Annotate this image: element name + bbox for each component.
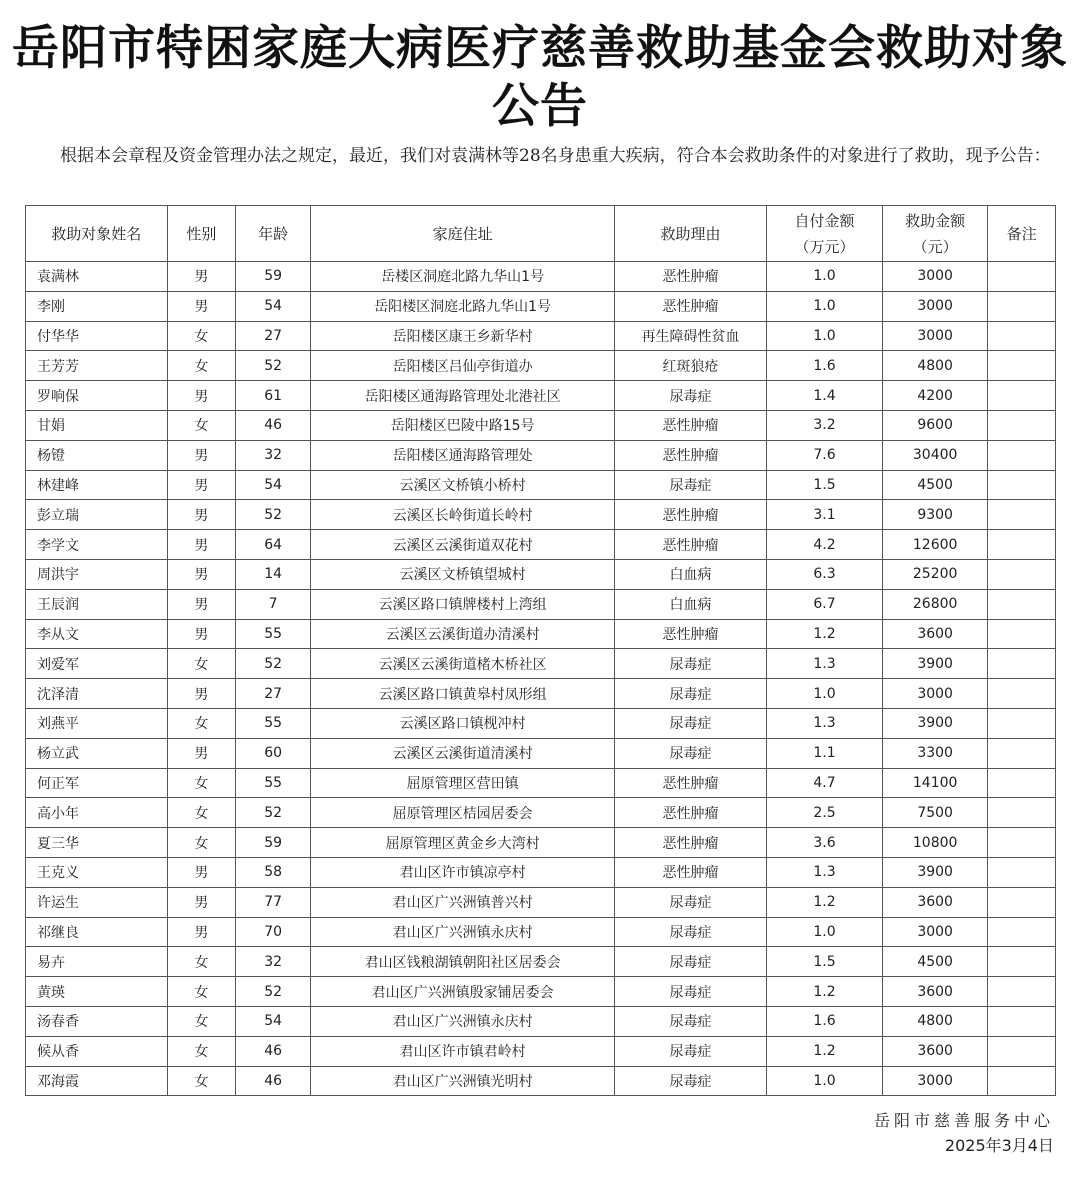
table-row (26, 768, 1056, 798)
cell-note (988, 649, 1056, 679)
intro-paragraph: 根据本会章程及资金管理办法之规定，最近，我们对袁满林等28名身患重大疾病，符合本会救助条件的对象进行了救助，现予公告： (60, 146, 1051, 166)
cell-aid: 3000 (883, 321, 988, 351)
cell-reason: 尿毒症 (615, 1036, 767, 1066)
cell-note (988, 589, 1056, 619)
cell-selfpay: 7.6 (766, 440, 882, 470)
cell-aid: 26800 (883, 589, 988, 619)
notice-title-line2: 公告 (492, 79, 588, 134)
cell-note (988, 381, 1056, 411)
header-name: 救助对象姓名 (26, 206, 168, 262)
cell-age: 59 (236, 262, 311, 292)
cell-name: 祁继良 (26, 917, 168, 947)
cell-address: 云溪区云溪街道清溪村 (311, 738, 615, 768)
cell-address: 云溪区路口镇枧冲村 (311, 708, 615, 738)
cell-name: 许运生 (26, 887, 168, 917)
cell-reason: 尿毒症 (615, 679, 767, 709)
table-row (26, 291, 1056, 321)
table-row (26, 947, 1056, 977)
cell-name: 杨镫 (26, 440, 168, 470)
cell-reason: 尿毒症 (615, 738, 767, 768)
cell-address: 云溪区路口镇黄皋村凤形组 (311, 679, 615, 709)
cell-note (988, 768, 1056, 798)
cell-address: 云溪区文桥镇望城村 (311, 559, 615, 589)
table-row (26, 500, 1056, 530)
cell-selfpay: 1.6 (766, 1006, 882, 1036)
table-header-row (26, 206, 1056, 262)
cell-address: 君山区广兴洲镇永庆村 (311, 1006, 615, 1036)
cell-address: 岳楼区洞庭北路九华山1号 (311, 262, 615, 292)
cell-address: 君山区广兴洲镇殷家铺居委会 (311, 977, 615, 1007)
cell-name: 夏三华 (26, 828, 168, 858)
cell-reason: 恶性肿瘤 (615, 619, 767, 649)
cell-reason: 恶性肿瘤 (615, 262, 767, 292)
cell-address: 岳阳楼区通海路管理处北港社区 (311, 381, 615, 411)
cell-age: 52 (236, 500, 311, 530)
cell-name: 王克义 (26, 857, 168, 887)
cell-aid: 3600 (883, 977, 988, 1007)
cell-aid: 3000 (883, 291, 988, 321)
table-row (26, 619, 1056, 649)
cell-reason: 尿毒症 (615, 887, 767, 917)
cell-address: 云溪区云溪街道办清溪村 (311, 619, 615, 649)
cell-aid: 30400 (883, 440, 988, 470)
cell-age: 46 (236, 1066, 311, 1096)
cell-selfpay: 3.2 (766, 410, 882, 440)
cell-selfpay: 1.4 (766, 381, 882, 411)
header-selfpay-line2: （万元） (794, 237, 855, 256)
cell-note (988, 321, 1056, 351)
cell-age: 55 (236, 708, 311, 738)
table-row (26, 917, 1056, 947)
cell-name: 彭立瑞 (26, 500, 168, 530)
cell-address: 屈原管理区黄金乡大湾村 (311, 828, 615, 858)
cell-selfpay: 1.2 (766, 1036, 882, 1066)
cell-note (988, 708, 1056, 738)
table-row (26, 828, 1056, 858)
cell-name: 王辰润 (26, 589, 168, 619)
header-selfpay-line1: 自付金额 (794, 211, 855, 230)
cell-note (988, 619, 1056, 649)
cell-address: 屈原管理区营田镇 (311, 768, 615, 798)
cell-aid: 4500 (883, 947, 988, 977)
cell-gender: 男 (167, 589, 236, 619)
cell-address: 岳阳楼区康王乡新华村 (311, 321, 615, 351)
cell-reason: 再生障碍性贫血 (615, 321, 767, 351)
cell-reason: 尿毒症 (615, 977, 767, 1007)
cell-gender: 女 (167, 708, 236, 738)
cell-age: 59 (236, 828, 311, 858)
cell-name: 候从香 (26, 1036, 168, 1066)
table-row (26, 262, 1056, 292)
cell-address: 云溪区路口镇牌楼村上湾组 (311, 589, 615, 619)
cell-selfpay: 3.1 (766, 500, 882, 530)
table-row (26, 798, 1056, 828)
cell-address: 君山区广兴洲镇永庆村 (311, 917, 615, 947)
cell-age: 27 (236, 679, 311, 709)
cell-age: 61 (236, 381, 311, 411)
cell-reason: 尿毒症 (615, 947, 767, 977)
cell-gender: 男 (167, 440, 236, 470)
cell-selfpay: 1.3 (766, 649, 882, 679)
table-row (26, 321, 1056, 351)
table-row (26, 381, 1056, 411)
cell-name: 甘娟 (26, 410, 168, 440)
cell-selfpay: 1.3 (766, 708, 882, 738)
table-row (26, 351, 1056, 381)
cell-age: 27 (236, 321, 311, 351)
cell-name: 袁满林 (26, 262, 168, 292)
cell-age: 54 (236, 291, 311, 321)
cell-selfpay: 1.1 (766, 738, 882, 768)
cell-name: 高小年 (26, 798, 168, 828)
cell-gender: 女 (167, 321, 236, 351)
cell-note (988, 917, 1056, 947)
header-gender: 性别 (167, 206, 236, 262)
cell-gender: 男 (167, 679, 236, 709)
cell-aid: 9300 (883, 500, 988, 530)
cell-note (988, 1006, 1056, 1036)
cell-gender: 女 (167, 828, 236, 858)
cell-reason: 恶性肿瘤 (615, 440, 767, 470)
cell-address: 岳阳楼区吕仙亭街道办 (311, 351, 615, 381)
cell-selfpay: 3.6 (766, 828, 882, 858)
cell-note (988, 947, 1056, 977)
cell-name: 邓海霞 (26, 1066, 168, 1096)
cell-note (988, 291, 1056, 321)
cell-note (988, 679, 1056, 709)
cell-name: 李学文 (26, 530, 168, 560)
cell-selfpay: 1.2 (766, 887, 882, 917)
cell-gender: 男 (167, 500, 236, 530)
cell-age: 14 (236, 559, 311, 589)
cell-note (988, 977, 1056, 1007)
cell-name: 沈泽清 (26, 679, 168, 709)
cell-reason: 恶性肿瘤 (615, 828, 767, 858)
table-row (26, 887, 1056, 917)
cell-address: 君山区广兴洲镇普兴村 (311, 887, 615, 917)
cell-gender: 女 (167, 649, 236, 679)
cell-reason: 恶性肿瘤 (615, 410, 767, 440)
table-row (26, 559, 1056, 589)
cell-selfpay: 1.2 (766, 977, 882, 1007)
cell-selfpay: 1.6 (766, 351, 882, 381)
cell-gender: 男 (167, 530, 236, 560)
table-row (26, 440, 1056, 470)
cell-age: 52 (236, 351, 311, 381)
cell-name: 王芳芳 (26, 351, 168, 381)
cell-address: 岳阳楼区通海路管理处 (311, 440, 615, 470)
footer-organization: 岳阳市慈善服务中心 (873, 1111, 1054, 1130)
cell-aid: 12600 (883, 530, 988, 560)
cell-aid: 3300 (883, 738, 988, 768)
table-row (26, 410, 1056, 440)
cell-reason: 恶性肿瘤 (615, 530, 767, 560)
cell-reason: 红斑狼疮 (615, 351, 767, 381)
cell-aid: 4800 (883, 1006, 988, 1036)
cell-note (988, 738, 1056, 768)
cell-reason: 恶性肿瘤 (615, 291, 767, 321)
cell-selfpay: 1.0 (766, 262, 882, 292)
cell-gender: 男 (167, 262, 236, 292)
footer-date: 2025年3月4日 (944, 1136, 1054, 1155)
cell-selfpay: 4.7 (766, 768, 882, 798)
table-row (26, 1066, 1056, 1096)
cell-age: 54 (236, 470, 311, 500)
cell-address: 云溪区文桥镇小桥村 (311, 470, 615, 500)
table-row (26, 738, 1056, 768)
cell-gender: 女 (167, 947, 236, 977)
cell-reason: 尿毒症 (615, 381, 767, 411)
cell-gender: 男 (167, 887, 236, 917)
header-aid-line2: （元） (912, 237, 958, 256)
table-row (26, 977, 1056, 1007)
cell-name: 汤春香 (26, 1006, 168, 1036)
cell-aid: 4200 (883, 381, 988, 411)
cell-selfpay: 1.0 (766, 679, 882, 709)
cell-aid: 10800 (883, 828, 988, 858)
cell-name: 林建峰 (26, 470, 168, 500)
cell-gender: 女 (167, 351, 236, 381)
header-reason: 救助理由 (615, 206, 767, 262)
cell-address: 君山区广兴洲镇光明村 (311, 1066, 615, 1096)
cell-age: 58 (236, 857, 311, 887)
cell-gender: 女 (167, 977, 236, 1007)
table-body (26, 262, 1056, 1096)
cell-aid: 3000 (883, 1066, 988, 1096)
cell-gender: 女 (167, 410, 236, 440)
table-row (26, 857, 1056, 887)
cell-address: 岳阳楼区巴陵中路15号 (311, 410, 615, 440)
cell-selfpay: 1.0 (766, 291, 882, 321)
cell-gender: 女 (167, 798, 236, 828)
cell-reason: 白血病 (615, 589, 767, 619)
cell-reason: 白血病 (615, 559, 767, 589)
cell-selfpay: 1.0 (766, 917, 882, 947)
cell-aid: 3600 (883, 887, 988, 917)
cell-aid: 3000 (883, 679, 988, 709)
cell-aid: 25200 (883, 559, 988, 589)
cell-aid: 3000 (883, 262, 988, 292)
header-aid-line1: 救助金额 (905, 211, 966, 230)
cell-selfpay: 1.5 (766, 947, 882, 977)
cell-name: 黄瑛 (26, 977, 168, 1007)
cell-gender: 男 (167, 470, 236, 500)
cell-address: 云溪区云溪街道楮木桥社区 (311, 649, 615, 679)
cell-name: 李从文 (26, 619, 168, 649)
cell-note (988, 1036, 1056, 1066)
cell-note (988, 440, 1056, 470)
cell-aid: 4800 (883, 351, 988, 381)
cell-name: 罗响保 (26, 381, 168, 411)
cell-reason: 恶性肿瘤 (615, 857, 767, 887)
cell-selfpay: 4.2 (766, 530, 882, 560)
cell-age: 52 (236, 977, 311, 1007)
cell-name: 周洪宇 (26, 559, 168, 589)
header-age: 年龄 (236, 206, 311, 262)
cell-aid: 3600 (883, 1036, 988, 1066)
cell-age: 32 (236, 440, 311, 470)
cell-note (988, 470, 1056, 500)
cell-aid: 3000 (883, 917, 988, 947)
cell-selfpay: 2.5 (766, 798, 882, 828)
cell-gender: 女 (167, 1006, 236, 1036)
cell-age: 70 (236, 917, 311, 947)
cell-aid: 14100 (883, 768, 988, 798)
cell-aid: 3900 (883, 649, 988, 679)
cell-gender: 男 (167, 738, 236, 768)
cell-gender: 男 (167, 619, 236, 649)
cell-selfpay: 1.2 (766, 619, 882, 649)
cell-gender: 男 (167, 857, 236, 887)
cell-reason: 尿毒症 (615, 470, 767, 500)
table-row (26, 1036, 1056, 1066)
cell-age: 32 (236, 947, 311, 977)
cell-selfpay: 6.3 (766, 559, 882, 589)
cell-reason: 尿毒症 (615, 1006, 767, 1036)
cell-age: 55 (236, 768, 311, 798)
cell-selfpay: 1.0 (766, 1066, 882, 1096)
cell-note (988, 798, 1056, 828)
cell-address: 岳阳楼区洞庭北路九华山1号 (311, 291, 615, 321)
notice-title-line1: 岳阳市特困家庭大病医疗慈善救助基金会救助对象 (12, 21, 1068, 76)
cell-gender: 女 (167, 768, 236, 798)
cell-gender: 男 (167, 291, 236, 321)
cell-note (988, 410, 1056, 440)
cell-note (988, 500, 1056, 530)
header-aid (883, 206, 988, 262)
cell-selfpay: 6.7 (766, 589, 882, 619)
cell-age: 64 (236, 530, 311, 560)
cell-note (988, 559, 1056, 589)
cell-age: 52 (236, 649, 311, 679)
cell-address: 云溪区长岭街道长岭村 (311, 500, 615, 530)
cell-address: 屈原管理区桔园居委会 (311, 798, 615, 828)
cell-address: 君山区钱粮湖镇朝阳社区居委会 (311, 947, 615, 977)
cell-note (988, 857, 1056, 887)
cell-gender: 男 (167, 559, 236, 589)
cell-age: 60 (236, 738, 311, 768)
table-row (26, 1006, 1056, 1036)
table-row (26, 649, 1056, 679)
cell-age: 7 (236, 589, 311, 619)
cell-selfpay: 1.0 (766, 321, 882, 351)
cell-gender: 女 (167, 1066, 236, 1096)
header-note: 备注 (988, 206, 1056, 262)
cell-name: 刘爱军 (26, 649, 168, 679)
cell-reason: 尿毒症 (615, 649, 767, 679)
table-row (26, 589, 1056, 619)
cell-reason: 尿毒症 (615, 708, 767, 738)
cell-name: 付华华 (26, 321, 168, 351)
cell-reason: 尿毒症 (615, 1066, 767, 1096)
cell-gender: 女 (167, 1036, 236, 1066)
cell-aid: 3600 (883, 619, 988, 649)
cell-age: 52 (236, 798, 311, 828)
cell-aid: 9600 (883, 410, 988, 440)
cell-aid: 3900 (883, 857, 988, 887)
header-selfpay (766, 206, 882, 262)
header-address: 家庭住址 (311, 206, 615, 262)
cell-reason: 恶性肿瘤 (615, 798, 767, 828)
cell-reason: 尿毒症 (615, 917, 767, 947)
cell-reason: 恶性肿瘤 (615, 500, 767, 530)
cell-age: 54 (236, 1006, 311, 1036)
table-row (26, 470, 1056, 500)
table-row (26, 679, 1056, 709)
cell-gender: 男 (167, 917, 236, 947)
cell-note (988, 262, 1056, 292)
cell-gender: 男 (167, 381, 236, 411)
cell-aid: 7500 (883, 798, 988, 828)
table-row (26, 530, 1056, 560)
cell-aid: 3900 (883, 708, 988, 738)
cell-aid: 4500 (883, 470, 988, 500)
cell-note (988, 1066, 1056, 1096)
notice-title (0, 20, 1080, 136)
cell-name: 刘燕平 (26, 708, 168, 738)
cell-reason: 恶性肿瘤 (615, 768, 767, 798)
cell-name: 易卉 (26, 947, 168, 977)
cell-name: 何正军 (26, 768, 168, 798)
cell-note (988, 828, 1056, 858)
cell-note (988, 351, 1056, 381)
cell-age: 77 (236, 887, 311, 917)
cell-name: 李刚 (26, 291, 168, 321)
cell-age: 46 (236, 410, 311, 440)
cell-address: 君山区许市镇凉亭村 (311, 857, 615, 887)
table-row (26, 708, 1056, 738)
cell-age: 55 (236, 619, 311, 649)
cell-age: 46 (236, 1036, 311, 1066)
cell-name: 杨立武 (26, 738, 168, 768)
cell-selfpay: 1.5 (766, 470, 882, 500)
cell-selfpay: 1.3 (766, 857, 882, 887)
cell-note (988, 887, 1056, 917)
cell-note (988, 530, 1056, 560)
aid-recipients-table (25, 205, 1056, 1096)
cell-address: 云溪区云溪街道双花村 (311, 530, 615, 560)
cell-address: 君山区许市镇君岭村 (311, 1036, 615, 1066)
